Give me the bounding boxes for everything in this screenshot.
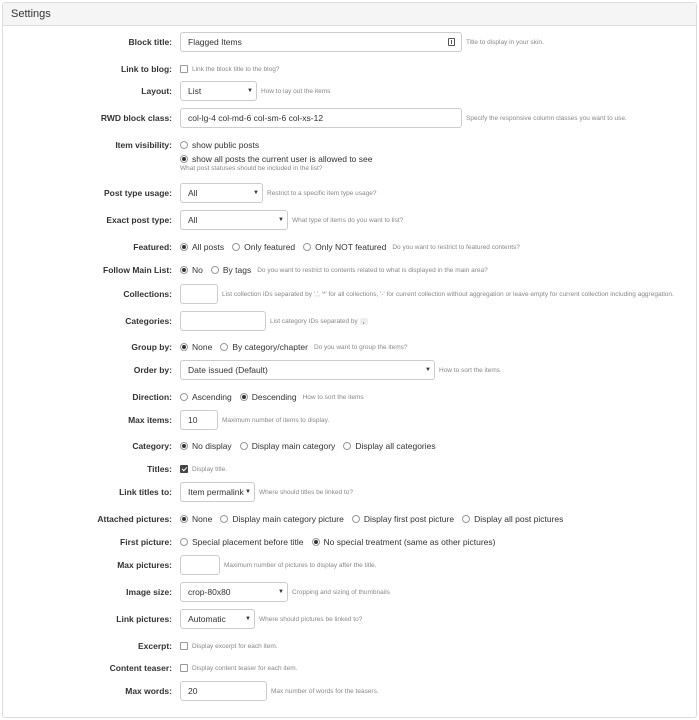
featured-not-label: Only NOT featured	[315, 242, 387, 252]
group-by-none-label: None	[192, 342, 213, 352]
image-size-select[interactable]	[180, 582, 288, 602]
order-by-note: How to sort the items	[439, 366, 501, 374]
featured-all-option[interactable]	[180, 242, 224, 252]
max-pictures-input[interactable]	[180, 555, 220, 575]
category-no-display-label: No display	[192, 441, 232, 451]
featured-only-label: Only featured	[244, 242, 296, 252]
categories-note: List category IDs separated by	[270, 317, 358, 325]
content-teaser-label: Content teaser:	[109, 663, 172, 673]
attached-main-category-option[interactable]	[220, 514, 344, 524]
dropdown-arrow-icon: ▼	[253, 190, 259, 196]
radio-selected-icon	[180, 243, 188, 251]
post-type-usage-value: All	[188, 188, 198, 198]
max-words-input[interactable]	[180, 681, 267, 701]
row-layout	[0, 81, 699, 101]
attached-none-label: None	[192, 514, 213, 524]
block-title-value: Flagged Items	[188, 37, 242, 47]
block-title-note: Title to display in your skin.	[466, 38, 544, 46]
row-content-teaser	[0, 658, 699, 678]
titles-note: Display title.	[192, 465, 228, 473]
attached-main-category-label: Display main category picture	[232, 514, 344, 524]
max-items-input[interactable]	[180, 410, 218, 430]
row-image-size	[0, 582, 699, 602]
radio-selected-icon	[180, 442, 188, 450]
group-by-label: Group by:	[131, 342, 172, 352]
link-titles-select[interactable]	[180, 482, 255, 502]
radio-icon	[232, 243, 240, 251]
radio-icon	[180, 538, 188, 546]
max-pictures-label: Max pictures:	[117, 560, 172, 570]
image-size-value: crop-80x80	[188, 587, 231, 597]
group-by-category-label: By category/chapter	[232, 342, 308, 352]
layout-value: List	[188, 86, 202, 96]
direction-desc-label: Descending	[251, 392, 297, 402]
row-direction	[0, 387, 699, 407]
max-items-value: 10	[188, 415, 198, 425]
row-titles	[0, 459, 699, 479]
radio-icon	[352, 515, 360, 523]
radio-icon	[303, 243, 311, 251]
row-categories	[0, 311, 699, 331]
exact-post-type-select[interactable]	[180, 210, 288, 230]
follow-main-tags-option[interactable]	[211, 265, 251, 275]
row-post-type-usage	[0, 183, 699, 203]
exact-post-type-label: Exact post type:	[106, 215, 172, 225]
row-max-words	[0, 681, 699, 701]
max-words-label: Max words:	[125, 686, 172, 696]
radio-icon	[220, 515, 228, 523]
direction-label: Direction:	[132, 392, 172, 402]
row-link-titles	[0, 482, 699, 502]
category-main-option[interactable]	[240, 441, 336, 451]
item-visibility-note: What post statuses should be included in the list?	[180, 164, 323, 172]
max-words-value: 20	[188, 686, 198, 696]
follow-main-tags-label: By tags	[222, 265, 252, 275]
excerpt-note: Display excerpt for each item.	[192, 642, 278, 650]
excerpt-checkbox[interactable]	[180, 642, 188, 650]
separator-badge: ,	[360, 318, 368, 325]
layout-note: How to lay out the items	[261, 87, 331, 95]
category-all-label: Display all categories	[355, 441, 436, 451]
rwd-class-value: col-lg-4 col-md-6 col-sm-6 col-xs-12	[188, 113, 324, 123]
link-titles-value: Item permalink	[188, 487, 244, 497]
radio-icon	[240, 442, 248, 450]
attached-pictures-label: Attached pictures:	[97, 514, 172, 524]
row-link-pictures	[0, 609, 699, 629]
rwd-class-note: Specify the responsive column classes you want to use.	[466, 114, 627, 122]
category-label: Category:	[132, 441, 172, 451]
row-collections	[0, 284, 699, 304]
featured-label: Featured:	[133, 242, 172, 252]
radio-icon	[220, 343, 228, 351]
row-featured	[0, 237, 699, 257]
group-by-none-option[interactable]	[180, 342, 212, 352]
category-all-option[interactable]	[343, 441, 435, 451]
link-pictures-value: Automatic	[188, 614, 226, 624]
dropdown-arrow-icon: ▼	[245, 489, 251, 495]
featured-not-option[interactable]	[303, 242, 386, 252]
order-by-label: Order by:	[133, 365, 172, 375]
link-to-blog-note: Link the block title to the blog?	[192, 65, 280, 73]
link-pictures-note: Where should pictures be linked to?	[259, 615, 363, 623]
radio-icon	[343, 442, 351, 450]
dropdown-arrow-icon: ▼	[278, 217, 284, 223]
collections-note: List collection IDs separated by ',', '*' for all collections, '-' for current collection without aggregation or leave empty for current collection including aggregation.	[222, 290, 674, 298]
dropdown-arrow-icon: ▼	[425, 367, 431, 373]
group-by-category-option[interactable]	[220, 342, 308, 352]
follow-main-no-option[interactable]	[180, 265, 203, 275]
featured-note: Do you want to restrict to featured contents?	[392, 243, 520, 251]
order-by-value: Date issued (Default)	[188, 365, 268, 375]
follow-main-no-label: No	[192, 265, 203, 275]
link-titles-label: Link titles to:	[119, 487, 172, 497]
post-type-usage-select[interactable]	[180, 183, 263, 203]
post-type-usage-label: Post type usage:	[103, 188, 172, 198]
row-rwd-class	[0, 108, 699, 128]
layout-label: Layout:	[141, 86, 172, 96]
row-follow-main	[0, 260, 699, 280]
direction-desc-option[interactable]	[240, 392, 297, 402]
max-words-note: Max number of words for the teasers.	[271, 687, 379, 695]
dropdown-arrow-icon: ▼	[245, 616, 251, 622]
row-exact-post-type	[0, 210, 699, 230]
excerpt-label: Excerpt:	[137, 641, 172, 651]
rwd-class-label: RWD block class:	[100, 113, 172, 123]
row-max-pictures	[0, 555, 699, 575]
content-teaser-checkbox[interactable]	[180, 664, 188, 672]
row-group-by	[0, 337, 699, 357]
collections-label: Collections:	[123, 289, 172, 299]
text-cursor-icon	[448, 38, 455, 46]
row-link-to-blog	[0, 59, 699, 79]
group-by-note: Do you want to group the items?	[313, 343, 408, 351]
follow-main-label: Follow Main List:	[103, 265, 172, 275]
block-title-input[interactable]	[180, 32, 462, 52]
rwd-class-input[interactable]	[180, 108, 462, 128]
panel-title: Settings	[3, 3, 696, 26]
radio-icon	[462, 515, 470, 523]
radio-icon	[180, 393, 188, 401]
exact-post-type-note: What type of items do you want to list?	[292, 216, 404, 224]
max-pictures-note: Maximum number of pictures to display after the title.	[224, 561, 377, 569]
image-size-label: Image size:	[126, 587, 172, 597]
first-picture-special-label: Special placement before title	[192, 537, 304, 547]
titles-label: Titles:	[147, 464, 172, 474]
radio-icon	[211, 266, 219, 274]
layout-select[interactable]	[180, 81, 257, 101]
post-type-usage-note: Restrict to a specific item type usage?	[267, 189, 377, 197]
row-item-visibility-note	[0, 161, 699, 175]
max-items-note: Maximum number of items to display.	[222, 416, 330, 424]
category-no-display-option[interactable]	[180, 441, 232, 451]
direction-asc-label: Ascending	[192, 392, 232, 402]
dropdown-arrow-icon: ▼	[247, 88, 253, 94]
link-pictures-label: Link pictures:	[116, 614, 172, 624]
titles-checkbox[interactable]	[180, 465, 188, 473]
item-visibility-label: Item visibility:	[115, 140, 172, 150]
max-items-label: Max items:	[128, 415, 172, 425]
content-teaser-note: Display content teaser for each item.	[192, 664, 298, 672]
first-picture-label: First picture:	[120, 537, 172, 547]
image-size-note: Cropping and sizing of thumbnails	[292, 588, 390, 596]
direction-note: How to sort the items	[302, 393, 364, 401]
row-max-items	[0, 410, 699, 430]
first-picture-none-label: No special treatment (same as other pictures)	[323, 537, 496, 547]
block-title-label: Block title:	[128, 37, 172, 47]
order-by-select[interactable]	[180, 360, 435, 380]
link-titles-note: Where should titles be linked to?	[259, 488, 353, 496]
attached-all-post-option[interactable]	[462, 514, 563, 524]
row-first-picture	[0, 532, 699, 552]
attached-first-post-option[interactable]	[352, 514, 454, 524]
row-attached-pictures	[0, 509, 699, 529]
follow-main-note: Do you want to restrict to contents related to what is displayed in the main area?	[257, 266, 488, 274]
featured-only-option[interactable]	[232, 242, 295, 252]
radio-selected-icon	[180, 266, 188, 274]
radio-selected-icon	[240, 393, 248, 401]
categories-label: Categories:	[125, 316, 172, 326]
link-to-blog-label: Link to blog:	[121, 64, 172, 74]
radio-selected-icon	[180, 343, 188, 351]
exact-post-type-value: All	[188, 215, 198, 225]
category-main-label: Display main category	[251, 441, 336, 451]
radio-icon	[180, 141, 188, 149]
attached-first-post-label: Display first post picture	[363, 514, 455, 524]
row-block-title	[0, 32, 699, 52]
radio-selected-icon	[180, 515, 188, 523]
categories-input[interactable]	[180, 311, 266, 331]
visibility-all-label: show all posts the current user is allowed to see	[192, 154, 373, 164]
radio-selected-icon	[312, 538, 320, 546]
link-pictures-select[interactable]	[180, 609, 255, 629]
row-excerpt	[0, 636, 699, 656]
first-picture-special-option[interactable]	[180, 537, 304, 547]
row-order-by	[0, 360, 699, 380]
featured-all-label: All posts	[192, 242, 225, 252]
attached-none-option[interactable]	[180, 514, 212, 524]
collections-input[interactable]	[180, 284, 218, 304]
link-to-blog-checkbox[interactable]	[180, 65, 188, 73]
direction-asc-option[interactable]	[180, 392, 232, 402]
first-picture-none-option[interactable]	[312, 537, 496, 547]
row-category	[0, 436, 699, 456]
attached-all-post-label: Display all post pictures	[474, 514, 564, 524]
dropdown-arrow-icon: ▼	[278, 589, 284, 595]
visibility-public-label: show public posts	[192, 140, 260, 150]
